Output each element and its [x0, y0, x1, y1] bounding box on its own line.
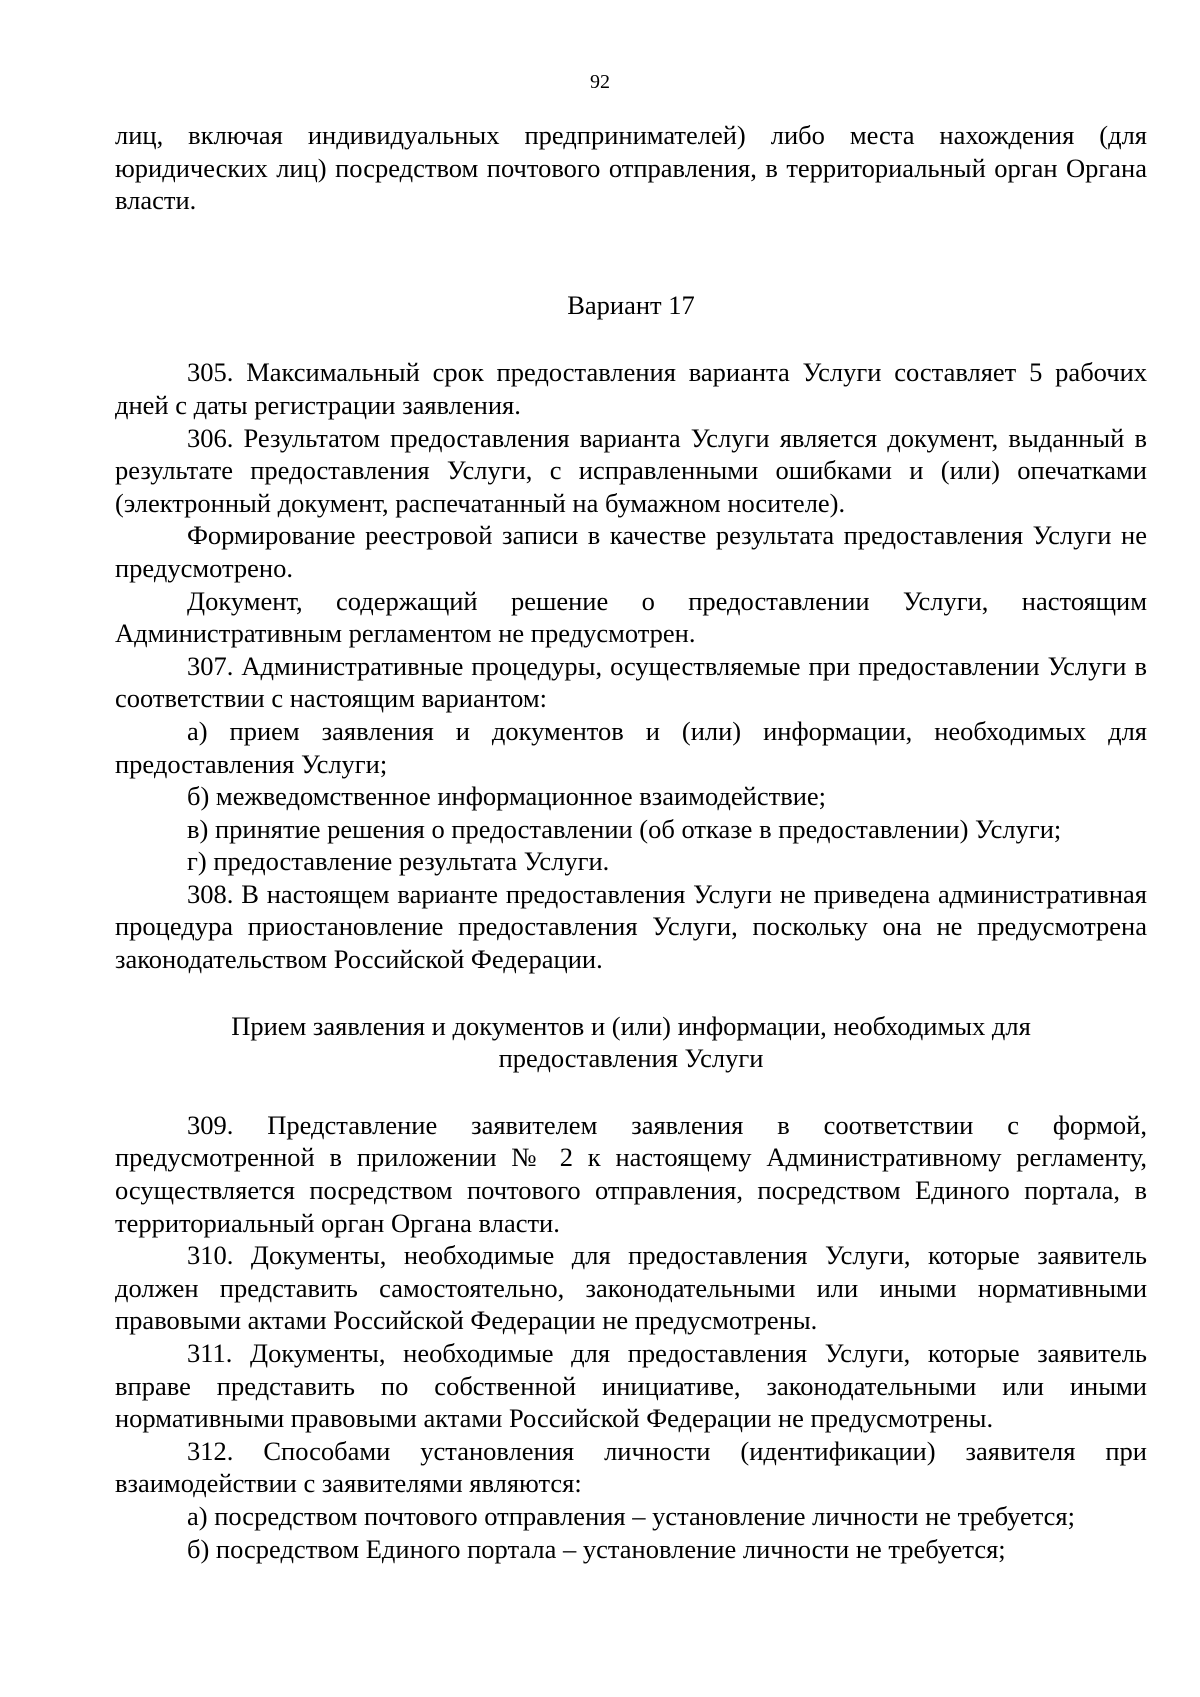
document-body	[115, 119, 1147, 1565]
paragraph-306-document: Документ, содержащий решение о предоставлении Услуги, настоящим Административным регламентом не предусмотрен.	[115, 585, 1147, 649]
section-title: Вариант 17	[567, 289, 695, 320]
list-item-g: г) предоставление результата Услуги.	[187, 846, 610, 877]
paragraph-311: 311. Документы, необходимые для предоставления Услуги, которые заявитель вправе представить по собственной инициативе, законодательными или иными нормативными правовыми актами Российской Федерации не предусмотрены.	[115, 1338, 1147, 1434]
page-number: 92	[590, 71, 610, 93]
paragraph-308: 308. В настоящем варианте предоставления Услуги не приведена административная процедура приостановление предоставления Услуги, поскольку она не предусмотрена законодательством Российской Федерации.	[115, 878, 1147, 975]
paragraph-309: 309. Представление заявителем заявления в соответствии с формой, предусмотренной в приложении № 2 к настоящему Административному регламенту, осуществляется посредством почтового отправления, посредством Единого портала, в территориальный орган Органа власти.	[115, 1109, 1147, 1238]
spacer	[115, 321, 1147, 356]
paragraph-306-registry: Формирование реестровой записи в качестве результата предоставления Услуги не предусмотрено.	[115, 520, 1147, 583]
list-item-b: б) межведомственное информационное взаимодействие;	[187, 781, 827, 812]
intro-paragraph: лиц, включая индивидуальных предпринимателей) либо места нахождения (для юридических лиц) посредством почтового отправления, в территориальный орган Органа власти.	[115, 120, 1147, 216]
paragraph-310: 310. Документы, необходимые для предоставления Услуги, которые заявитель должен представить самостоятельно, законодательными или иными нормативными правовыми актами Российской Федерации не предусмотрены.	[115, 1240, 1147, 1336]
spacer	[115, 217, 1147, 289]
paragraph-306: 306. Результатом предоставления варианта Услуги является документ, выданный в результате предоставления Услуги, с исправленными ошибками и (или) опечатками (электронный документ, распечатанный на бумажном носителе).	[115, 422, 1147, 518]
paragraph-305: 305. Максимальный срок предоставления варианта Услуги составляет 5 рабочих дней с даты регистрации заявления.	[115, 357, 1147, 420]
list-item-a: а) прием заявления и документов и (или) информации, необходимых для предоставления Услуги;	[115, 715, 1147, 779]
spacer	[115, 1075, 1147, 1109]
list-item-312-a: а) посредством почтового отправления – установление личности не требуется;	[187, 1500, 1075, 1531]
subheading-line-2: предоставления Услуги	[498, 1043, 764, 1074]
spacer	[115, 976, 1147, 1010]
list-item-312-b: б) посредством Единого портала – установление личности не требуется;	[187, 1533, 1006, 1564]
subheading-line-1: Прием заявления и документов и (или) информации, необходимых для	[231, 1010, 1031, 1041]
list-item-v: в) принятие решения о предоставлении (об отказе в предоставлении) Услуги;	[187, 813, 1062, 844]
paragraph-307: 307. Административные процедуры, осуществляемые при предоставлении Услуги в соответствии с настоящим вариантом:	[115, 650, 1147, 714]
paragraph-312: 312. Способами установления личности (идентификации) заявителя при взаимодействии с заявителями являются:	[115, 1435, 1147, 1499]
